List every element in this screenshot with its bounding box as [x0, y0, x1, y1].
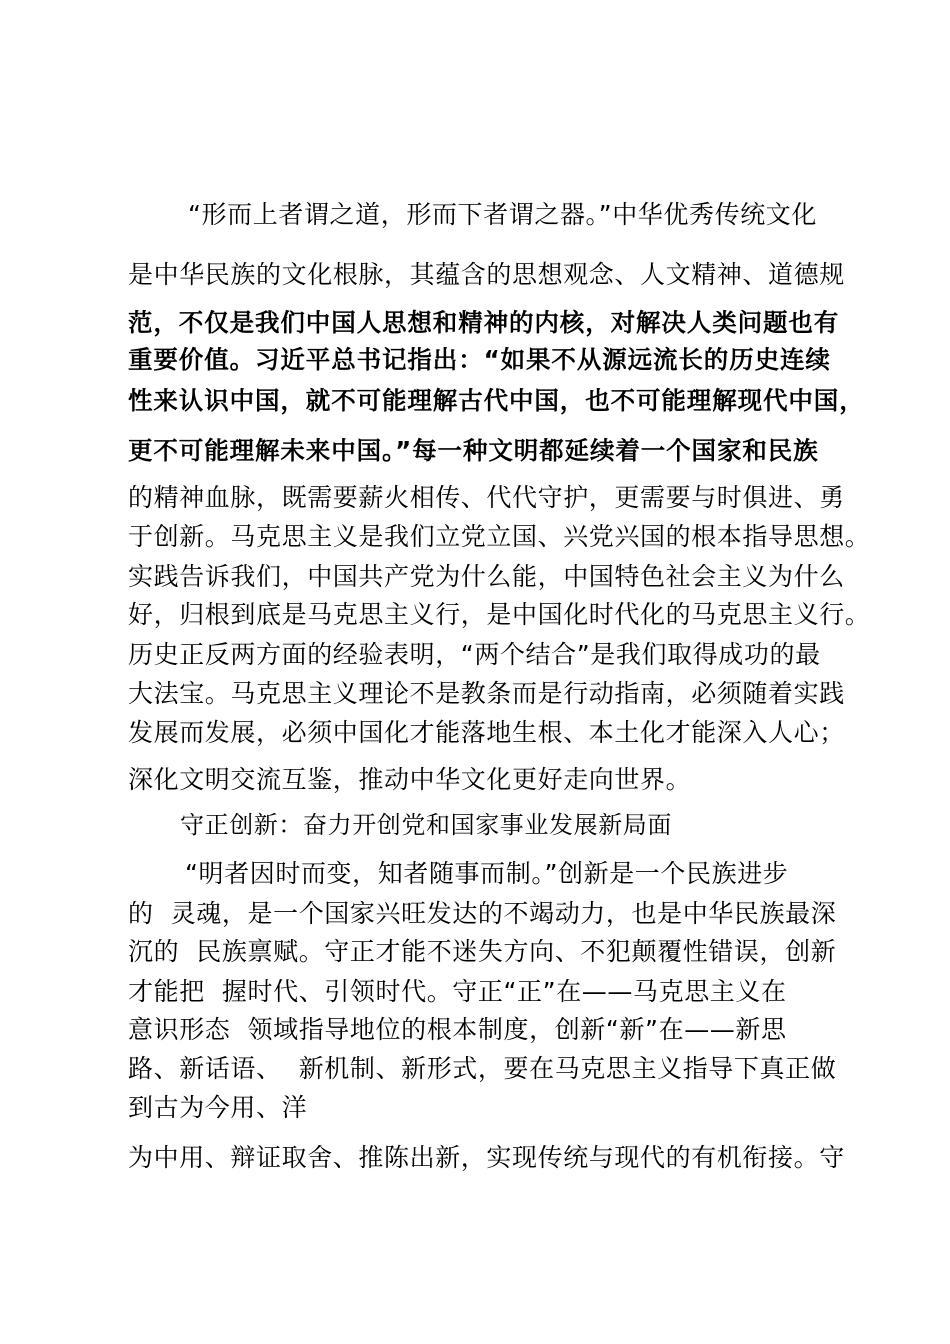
- text-line: 大法宝。马克思主义理论不是教条而是行动指南，必须随着实践: [128, 679, 845, 708]
- text-line-bold: 重要价值。习近平总书记指出：“如果不从源远流长的历史连续: [128, 345, 831, 374]
- section-heading: 守正创新：奋力开创党和国家事业发展新局面: [180, 811, 672, 839]
- text-line-bold: 更不可能理解未来中国。”每一种文明都延续着一个国家和民族: [128, 436, 819, 465]
- text-line: 实践告诉我们，中国共产党为什么能，中国特色社会主义为什么: [128, 562, 845, 591]
- text-line: 为中用、辩证取舍、推陈出新，实现传统与现代的有机衔接。守: [128, 1143, 845, 1172]
- text-line: 才能把 握时代、引领时代。守正“正”在——马克思主义在: [128, 977, 787, 1006]
- text-line: 深化文明交流互鉴，推动中华文化更好走向世界。: [128, 765, 692, 794]
- text-line-bold: 性来认识中国，就不可能理解古代中国，也不可能理解现代中国，: [128, 386, 865, 415]
- text-line: 好，归根到底是马克思主义行，是中国化时代化的马克思主义行。: [128, 600, 871, 629]
- text-line: 的 灵魂，是一个国家兴旺发达的不竭动力，也是中华民族最深: [128, 899, 837, 928]
- text-line: 的精神血脉，既需要薪火相传、代代守护，更需要与时俱进、勇: [128, 483, 845, 512]
- text-line: “明者因时而变，知者随事而制。”创新是一个民族进步: [185, 859, 789, 888]
- text-line: 历史正反两方面的经验表明，“两个结合”是我们取得成功的最: [128, 640, 821, 669]
- text-line: 是中华民族的文化根脉，其蕴含的思想观念、人文精神、道德规: [128, 260, 845, 289]
- text-line: 路、新话语、 新机制、新形式，要在马克思主义指导下真正做: [128, 1054, 837, 1083]
- text-line-bold: 范，不仅是我们中国人思想和精神的内核，对解决人类问题也有: [128, 308, 840, 337]
- text-line: “形而上者谓之道，形而下者谓之器。”中华优秀传统文化: [188, 200, 818, 229]
- text-line: 于创新。马克思主义是我们立党立国、兴党兴国的根本指导思想。: [128, 522, 871, 551]
- text-line: 沉的 民族禀赋。守正才能不迷失方向、不犯颠覆性错误，创新: [128, 937, 837, 966]
- text-line: 到古为今用、洋: [128, 1093, 308, 1122]
- text-line: 发展而发展，必须中国化才能落地生根、本土化才能深入人心；: [128, 718, 845, 747]
- text-line: 意识形态 领域指导地位的根本制度，创新“新”在——新思: [128, 1015, 787, 1044]
